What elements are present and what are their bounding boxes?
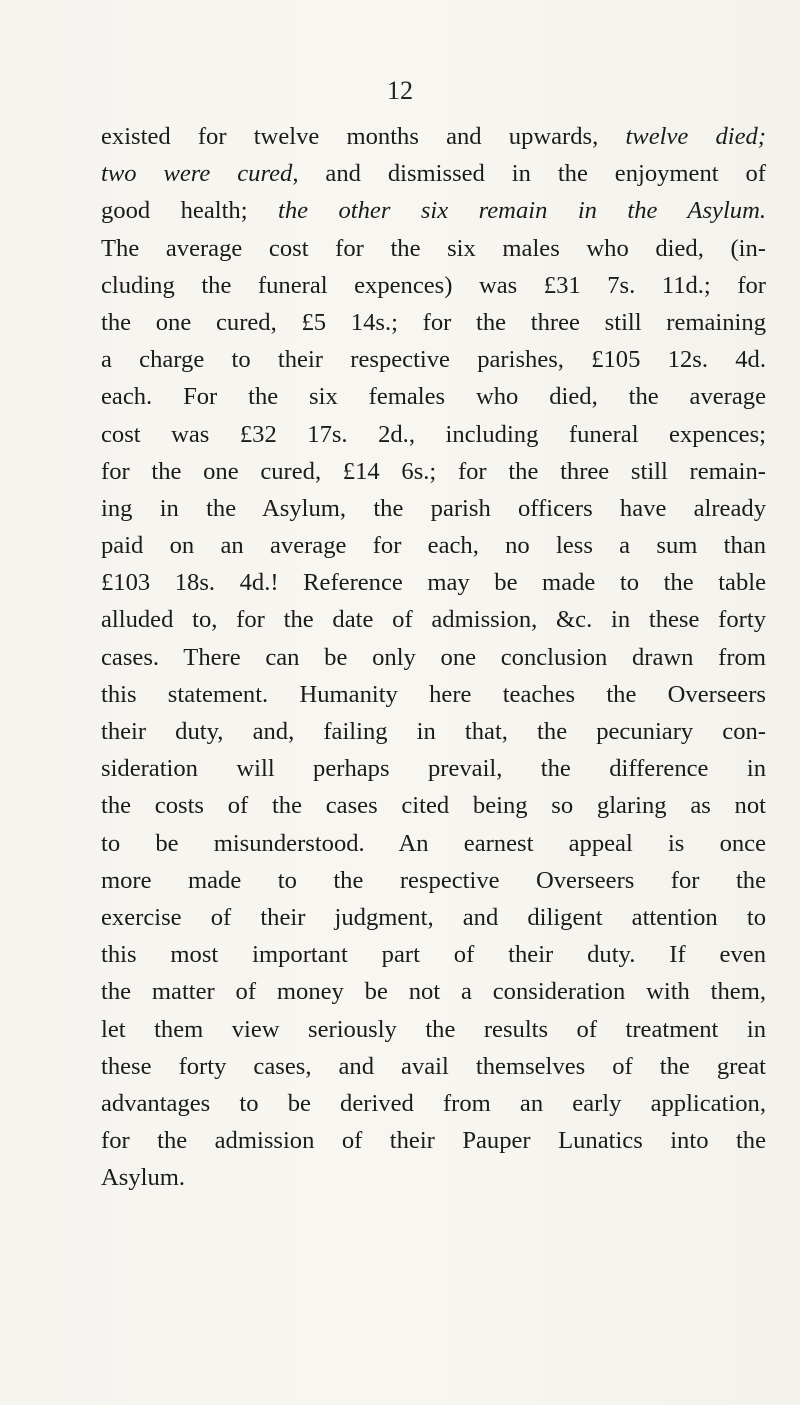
text-line (101, 862, 766, 899)
text-line (101, 1048, 766, 1085)
text-line (101, 192, 766, 229)
text-segment: for the admission of their Pauper Lunatics into the (101, 1127, 766, 1155)
text-segment: the matter of money be not a consideration with them, (101, 978, 766, 1006)
text-segment: £103 18s. 4d.! Reference may be made to the table (101, 569, 766, 597)
text-segment: their duty, and, failing in that, the pecuniary con- (101, 718, 766, 745)
text-line (101, 750, 766, 787)
text-segment: these forty cases, and avail themselves of the great (101, 1052, 766, 1080)
text-segment: good health; (101, 197, 278, 225)
text-segment: cluding the funeral expences) was £31 7s. 11d.; for (101, 271, 766, 299)
text-segment: let them view seriously the results of treatment in (101, 1015, 766, 1043)
text-segment: alluded to, for the date of admission, &c. in these forty (101, 606, 766, 634)
text-line (101, 936, 766, 973)
text-segment: paid on an average for each, no less a sum than (101, 532, 766, 560)
text-line (101, 155, 766, 192)
text-segment: the costs of the cases cited being so glaring as not (101, 792, 766, 820)
text-segment: cases. There can be only one conclusion drawn from (101, 643, 766, 671)
text-segment: exercise of their judgment, and diligent attention to (101, 903, 766, 931)
text-segment: each. For the six females who died, the average (101, 383, 766, 411)
italic-text-segment: twelve died; (625, 123, 766, 150)
text-line (101, 1159, 766, 1196)
text-line (101, 118, 766, 155)
text-segment: sideration will perhaps prevail, the difference in (101, 755, 766, 783)
page-number: 12 (387, 76, 413, 105)
text-line (101, 230, 766, 267)
text-segment: a charge to their respective parishes, £105 12s. 4d. (101, 346, 766, 374)
italic-text-segment: two were cured, (101, 160, 299, 188)
text-segment: and dismissed in the enjoyment of (298, 160, 766, 188)
italic-text-segment: the other six remain in the Asylum. (278, 197, 766, 225)
text-line (101, 713, 766, 750)
body-paragraph (101, 118, 766, 1196)
text-line (101, 453, 766, 490)
text-line (101, 601, 766, 638)
text-line (101, 1085, 766, 1122)
text-segment: more made to the respective Overseers for the (101, 866, 766, 894)
text-segment: advantages to be derived from an early application, (101, 1089, 766, 1117)
text-segment: Asylum. (101, 1164, 186, 1192)
text-segment: The average cost for the six males who died, (in- (101, 234, 766, 262)
text-segment: existed for twelve months and upwards, (101, 123, 626, 150)
text-line (101, 787, 766, 824)
text-segment: cost was £32 17s. 2d., including funeral expences; (101, 420, 766, 448)
text-line (101, 1011, 766, 1048)
text-line (101, 527, 766, 564)
text-segment: this statement. Humanity here teaches the Overseers (101, 680, 766, 708)
text-line (101, 825, 766, 862)
text-line (101, 899, 766, 936)
text-segment: to be misunderstood. An earnest appeal is once (101, 829, 766, 857)
text-segment: the one cured, £5 14s.; for the three still remaining (101, 308, 766, 336)
text-line (101, 490, 766, 527)
text-line (101, 378, 766, 415)
text-line (101, 416, 766, 453)
text-line (101, 676, 766, 713)
text-segment: ing in the Asylum, the parish officers have already (101, 494, 766, 522)
text-line (101, 267, 766, 304)
text-segment: this most important part of their duty. If even (101, 941, 766, 969)
text-segment: for the one cured, £14 6s.; for the three still remain- (101, 457, 766, 485)
text-line (101, 973, 766, 1010)
text-line (101, 1122, 766, 1159)
text-line (101, 639, 766, 676)
text-line (101, 564, 766, 601)
text-line (101, 341, 766, 378)
text-line (101, 304, 766, 341)
